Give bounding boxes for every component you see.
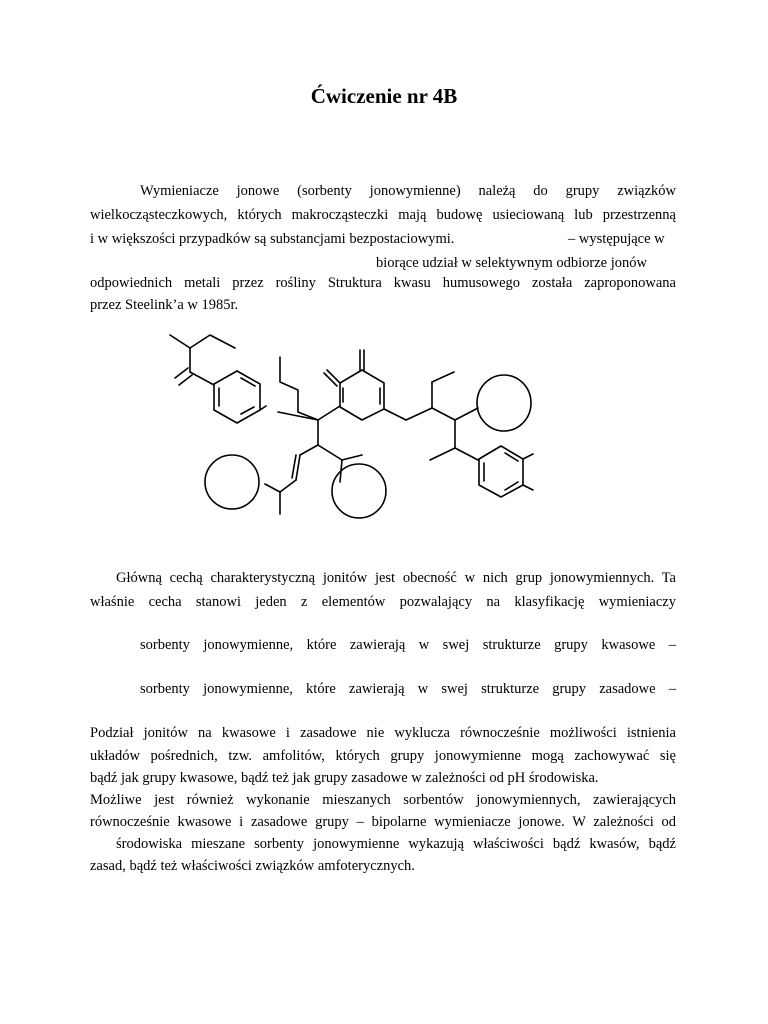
p2-line2: właśnie cecha stanowi jeden z elementów pozwalający na klasyfikację wymieniaczy	[90, 594, 676, 610]
p1-line5: odpowiednich metali przez rośliny Struktura kwasu humusowego została zaproponowana	[90, 275, 676, 291]
p1-line4: biorące udział w selektywnym odbiorze jonów	[376, 255, 647, 271]
p2-line1: Główną cechą charakterystyczną jonitów jest obecność w nich grup jonowymiennych. Ta	[116, 570, 676, 586]
bond	[278, 412, 318, 420]
page-title: Ćwiczenie nr 4B	[310, 84, 458, 108]
p3-line5: równocześnie kwasowe i zasadowe grupy – bipolarne wymieniacze jonowe. W zależności od	[90, 814, 676, 830]
p1-line6: przez Steelink’a w 1985r.	[90, 297, 239, 313]
benzene-ring-right	[479, 446, 523, 497]
p1-line1: Wymieniacze jonowe (sorbenty jonowymienne) należą do grupy związków	[140, 183, 676, 199]
p1-line2: wielkocząsteczkowych, których makrocząsteczki mają budowę usieciowaną lub przestrzenną	[90, 207, 676, 223]
p1-line3b: – występujące w	[568, 231, 665, 247]
double-bond-line	[179, 375, 192, 385]
p3-line6: środowiska mieszane sorbenty jonowymienne wykazują właściwości bądź kwasów, bądź	[116, 836, 676, 852]
placeholder-circle-middle	[332, 464, 386, 518]
double-bond-line	[175, 368, 188, 378]
p3-line4: Możliwe jest również wykonanie mieszanych sorbentów jonowymiennych, zawierających	[90, 792, 676, 808]
p1-line3a: i w większości przypadków są substancjami bezpostaciowymi.	[90, 231, 455, 247]
ethyl-chain-top	[170, 335, 235, 348]
alkyl-chain	[280, 357, 298, 412]
p3-line1: Podział jonitów na kwasowe i zasadowe nie wyklucza równocześnie możliwości istnienia	[90, 725, 676, 741]
placeholder-circle-right	[477, 375, 531, 431]
quinone-ring	[340, 370, 384, 420]
p3-line2: układów pośrednich, tzw. amfolitów, których grupy jonowymienne mogą zachowywać się	[90, 748, 676, 764]
p3-line3: bądź jak grupy kwasowe, bądź też jak grupy zasadowe w zależności od pH środowiska.	[90, 770, 599, 786]
list-item-acidic: sorbenty jonowymienne, które zawierają w swej strukturze grupy kwasowe –	[140, 637, 676, 653]
placeholder-circle-left	[205, 455, 259, 509]
bond	[190, 372, 214, 385]
benzene-ring-left	[214, 371, 260, 423]
p3-line7: zasad, bądź też właściwości związków amfoterycznych.	[90, 858, 415, 874]
list-item-basic: sorbenty jonowymienne, które zawierają w swej strukturze grupy zasadowe –	[140, 681, 676, 697]
